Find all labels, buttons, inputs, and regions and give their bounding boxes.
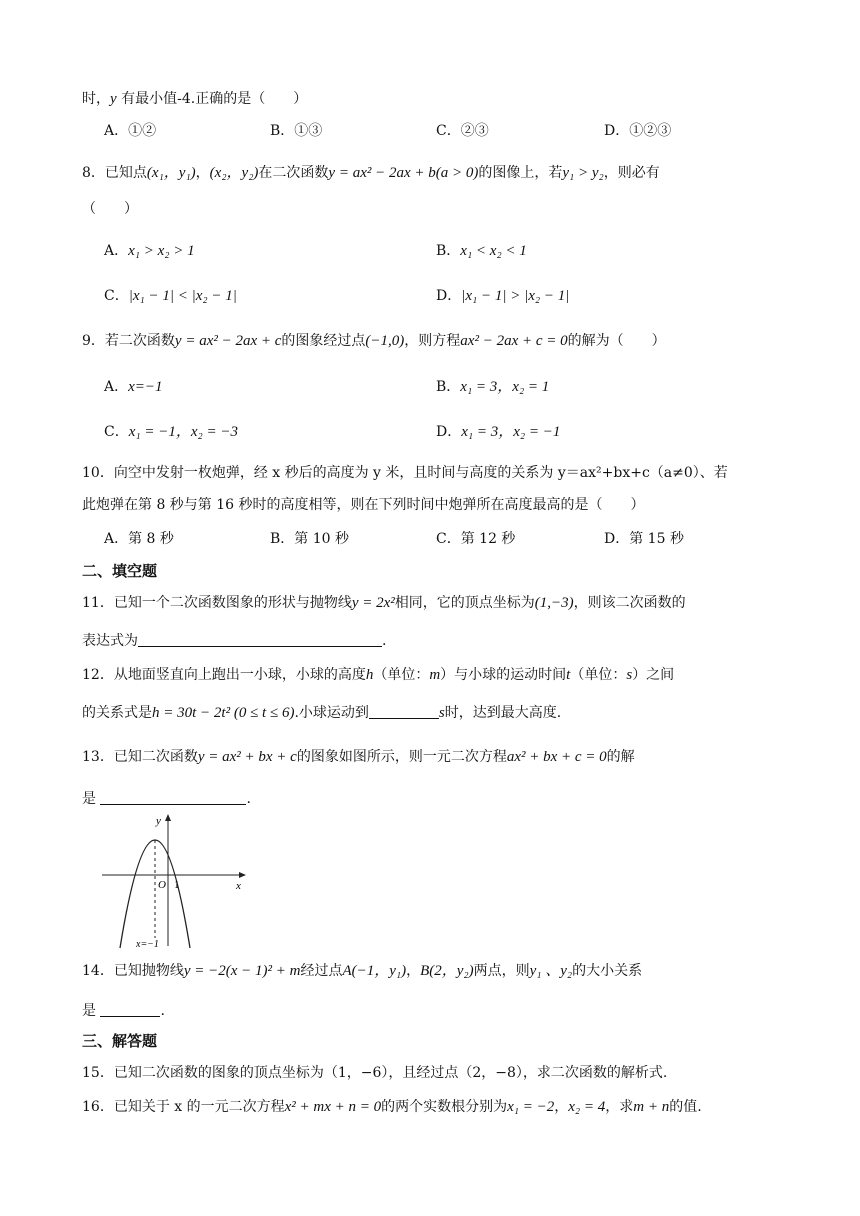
q7-continuation bbox=[82, 88, 307, 110]
q8-paren: （ ） bbox=[82, 201, 138, 217]
q8-b-math: x₁ < x₂ < 1 bbox=[460, 243, 527, 259]
q7-option-a: A．①② bbox=[104, 123, 157, 139]
q9-stem bbox=[82, 330, 666, 352]
q13-line-1 bbox=[82, 746, 635, 768]
q9-lead: 9．若二次函数 bbox=[82, 333, 175, 349]
q8-option-c bbox=[104, 285, 237, 307]
q12-h: h bbox=[365, 667, 374, 683]
q16-lead: 16．已知关于 x 的一元二次方程 bbox=[82, 1099, 285, 1115]
q14-line-1 bbox=[82, 960, 642, 982]
q14-point-b: B(2，y₂) bbox=[420, 963, 474, 979]
q13-post: 的解 bbox=[606, 749, 635, 765]
q12-s-unit: s bbox=[438, 705, 445, 721]
q7-option-d: D．①②③ bbox=[604, 123, 672, 139]
q11-end: . bbox=[382, 633, 387, 649]
q12-unit2-end: ）之间 bbox=[632, 667, 675, 683]
q16-sep: ， bbox=[554, 1099, 569, 1115]
q9-option-a bbox=[104, 376, 163, 398]
q8-c-math: |x₁ − 1| < |x₂ − 1| bbox=[128, 288, 237, 304]
q13-mid: 的图象如图所示，则一元二次方程 bbox=[296, 749, 507, 765]
q10-option-b: B．第 10 秒 bbox=[270, 531, 350, 547]
q12-unit1: （单位： bbox=[373, 667, 430, 683]
q14-dot: . bbox=[160, 1003, 165, 1019]
q14-vars: y₁ 、y₂ bbox=[529, 963, 573, 979]
q8-b-label: B． bbox=[436, 243, 461, 259]
q11-function: y = 2x² bbox=[351, 595, 395, 611]
q9-function: y = ax² − 2ax + c bbox=[174, 333, 282, 349]
q9-option-c bbox=[104, 421, 238, 443]
q14-sep: ， bbox=[406, 963, 421, 979]
q16-text bbox=[82, 1096, 702, 1118]
q14-end: 的大小关系 bbox=[572, 963, 643, 979]
q15-text: 15．已知二次函数的图象的顶点坐标为（1，−6），且经过点（2，−8），求二次函数的解析式. bbox=[82, 1065, 668, 1081]
q12-end: 时，达到最大高度. bbox=[444, 705, 562, 721]
q11-line-2 bbox=[82, 630, 386, 652]
q12-line-1 bbox=[82, 664, 674, 686]
section-fill-in: 二、填空题 bbox=[82, 562, 158, 580]
q9-b-math: x₁ = 3，x₂ = 1 bbox=[460, 379, 550, 395]
q8-end: ，则必有 bbox=[603, 165, 660, 181]
q16-post: ，求 bbox=[605, 1099, 634, 1115]
q14-point-a: A(−1，y₁) bbox=[342, 963, 407, 979]
q12-mid: .小球运动到 bbox=[294, 705, 369, 721]
q13-lead: 13．已知二次函数 bbox=[82, 749, 198, 765]
q13-function: y = ax² + bx + c bbox=[197, 749, 297, 765]
parabola-graph bbox=[96, 810, 256, 952]
q13-line-2 bbox=[82, 788, 251, 810]
q9-c-math: x₁ = −1，x₂ = −3 bbox=[128, 424, 238, 440]
q7-text-end: 有最小值-4.正确的是（ ） bbox=[116, 91, 308, 107]
q9-option-b bbox=[436, 376, 549, 398]
q8-lead: 8．已知点 bbox=[82, 165, 147, 181]
q12-s: s bbox=[626, 667, 633, 683]
q16-mid: 的两个实数根分别为 bbox=[381, 1099, 508, 1115]
q12-formula: h = 30t − 2t² (0 ≤ t ≤ 6) bbox=[152, 705, 295, 721]
q8-a-math: x₁ > x₂ > 1 bbox=[128, 243, 195, 259]
q9-d-math: x₁ = 3，x₂ = −1 bbox=[461, 424, 561, 440]
q9-end: 的解为（ ） bbox=[567, 333, 666, 349]
q16-end: 的值. bbox=[669, 1099, 702, 1115]
q8-d-math: |x₁ − 1| > |x₂ − 1| bbox=[461, 288, 570, 304]
q8-condition: y₁ > y₂ bbox=[562, 165, 604, 181]
x-axis-arrow bbox=[239, 872, 246, 878]
q11-lead-2: 表达式为 bbox=[82, 633, 138, 649]
q11-post: ，则该二次函数的 bbox=[573, 595, 686, 611]
q9-equation: ax² − 2ax + c = 0 bbox=[460, 333, 568, 349]
q9-a-math: x=−1 bbox=[128, 379, 163, 395]
q10-option-d: D．第 15 秒 bbox=[604, 531, 684, 547]
graph-axis-label: x=−1 bbox=[136, 939, 159, 950]
q7-var: y bbox=[110, 91, 117, 107]
q8-point-2: (x₂，y₂) bbox=[209, 165, 259, 181]
q13-lead-2: 是 bbox=[82, 791, 96, 807]
q10-line-2: 此炮弹在第 8 秒与第 16 秒时的高度相等，则在下列时间中炮弹所在高度最高的是（ ） bbox=[82, 497, 645, 513]
q8-option-a bbox=[104, 240, 195, 262]
q9-a-label: A． bbox=[104, 379, 129, 395]
q16-root-1: x₁ = −2 bbox=[507, 1099, 555, 1115]
q8-option-b bbox=[436, 240, 527, 262]
q9-option-d bbox=[436, 421, 560, 443]
q11-answer-blank[interactable] bbox=[138, 630, 382, 647]
q14-post: 两点，则 bbox=[473, 963, 530, 979]
q13-equation: ax² + bx + c = 0 bbox=[506, 749, 607, 765]
q14-lead-2: 是 bbox=[82, 1003, 96, 1019]
graph-x-label: x bbox=[236, 880, 241, 892]
q12-m: m bbox=[429, 667, 441, 683]
q8-option-d bbox=[436, 285, 569, 307]
q9-point: (−1,0) bbox=[365, 333, 405, 349]
q16-root-2: x₂ = 4 bbox=[568, 1099, 606, 1115]
q14-function: y = −2(x − 1)² + m bbox=[183, 963, 301, 979]
q8-post: 的图像上，若 bbox=[478, 165, 563, 181]
q9-mid: 的图象经过点 bbox=[281, 333, 366, 349]
q14-answer-blank[interactable] bbox=[100, 1000, 160, 1017]
q7-text: 时， bbox=[82, 91, 110, 107]
q12-unit2: （单位： bbox=[570, 667, 627, 683]
q8-c-label: C． bbox=[104, 288, 129, 304]
q16-expression: m + n bbox=[633, 1099, 670, 1115]
q12-unit1-end: ）与小球的运动时间 bbox=[440, 667, 567, 683]
q16-equation: x² + mx + n = 0 bbox=[284, 1099, 382, 1115]
q7-option-b: B．①③ bbox=[270, 123, 323, 139]
q13-answer-blank[interactable] bbox=[100, 788, 246, 805]
q12-t: t bbox=[566, 667, 571, 683]
q11-mid: 相同，它的顶点坐标为 bbox=[394, 595, 535, 611]
q12-line-2 bbox=[82, 702, 561, 724]
q8-a-label: A． bbox=[104, 243, 129, 259]
q8-point-1: (x₁，y₁) bbox=[146, 165, 196, 181]
q8-sep: ， bbox=[195, 165, 210, 181]
q11-line-1 bbox=[82, 592, 686, 614]
q13-end: . bbox=[246, 791, 251, 807]
section-solutions: 三、解答题 bbox=[82, 1032, 158, 1050]
q8-function: y = ax² − 2ax + b(a > 0) bbox=[328, 165, 479, 181]
y-axis-arrow bbox=[165, 814, 171, 821]
q9-post: ，则方程 bbox=[404, 333, 461, 349]
q9-d-label: D． bbox=[436, 424, 462, 440]
q14-mid: 经过点 bbox=[300, 963, 343, 979]
q10-line-1: 10．向空中发射一枚炮弹，经 x 秒后的高度为 y 米，且时间与高度的关系为 y＝ax²+bx+c（a≠0）、若 bbox=[82, 465, 728, 481]
q8-stem bbox=[82, 162, 660, 184]
q12-answer-blank[interactable] bbox=[369, 702, 439, 719]
q10-option-a: A．第 8 秒 bbox=[104, 531, 174, 547]
graph-origin-label: O bbox=[158, 879, 166, 891]
graph-y-label: y bbox=[156, 815, 161, 827]
q11-vertex: (1,−3) bbox=[534, 595, 574, 611]
q10-option-c: C．第 12 秒 bbox=[436, 531, 516, 547]
q12-lead: 12．从地面竖直向上跑出一小球，小球的高度 bbox=[82, 667, 366, 683]
q8-mid: 在二次函数 bbox=[258, 165, 329, 181]
q8-d-label: D． bbox=[436, 288, 462, 304]
q14-lead: 14．已知抛物线 bbox=[82, 963, 184, 979]
q11-lead: 11．已知一个二次函数图象的形状与抛物线 bbox=[82, 595, 352, 611]
q14-line-2 bbox=[82, 1000, 165, 1022]
q12-lead-2: 的关系式是 bbox=[82, 705, 152, 721]
q9-b-label: B． bbox=[436, 379, 461, 395]
q7-option-c: C．②③ bbox=[436, 123, 489, 139]
graph-one-label: 1 bbox=[174, 879, 180, 891]
q9-c-label: C． bbox=[104, 424, 129, 440]
